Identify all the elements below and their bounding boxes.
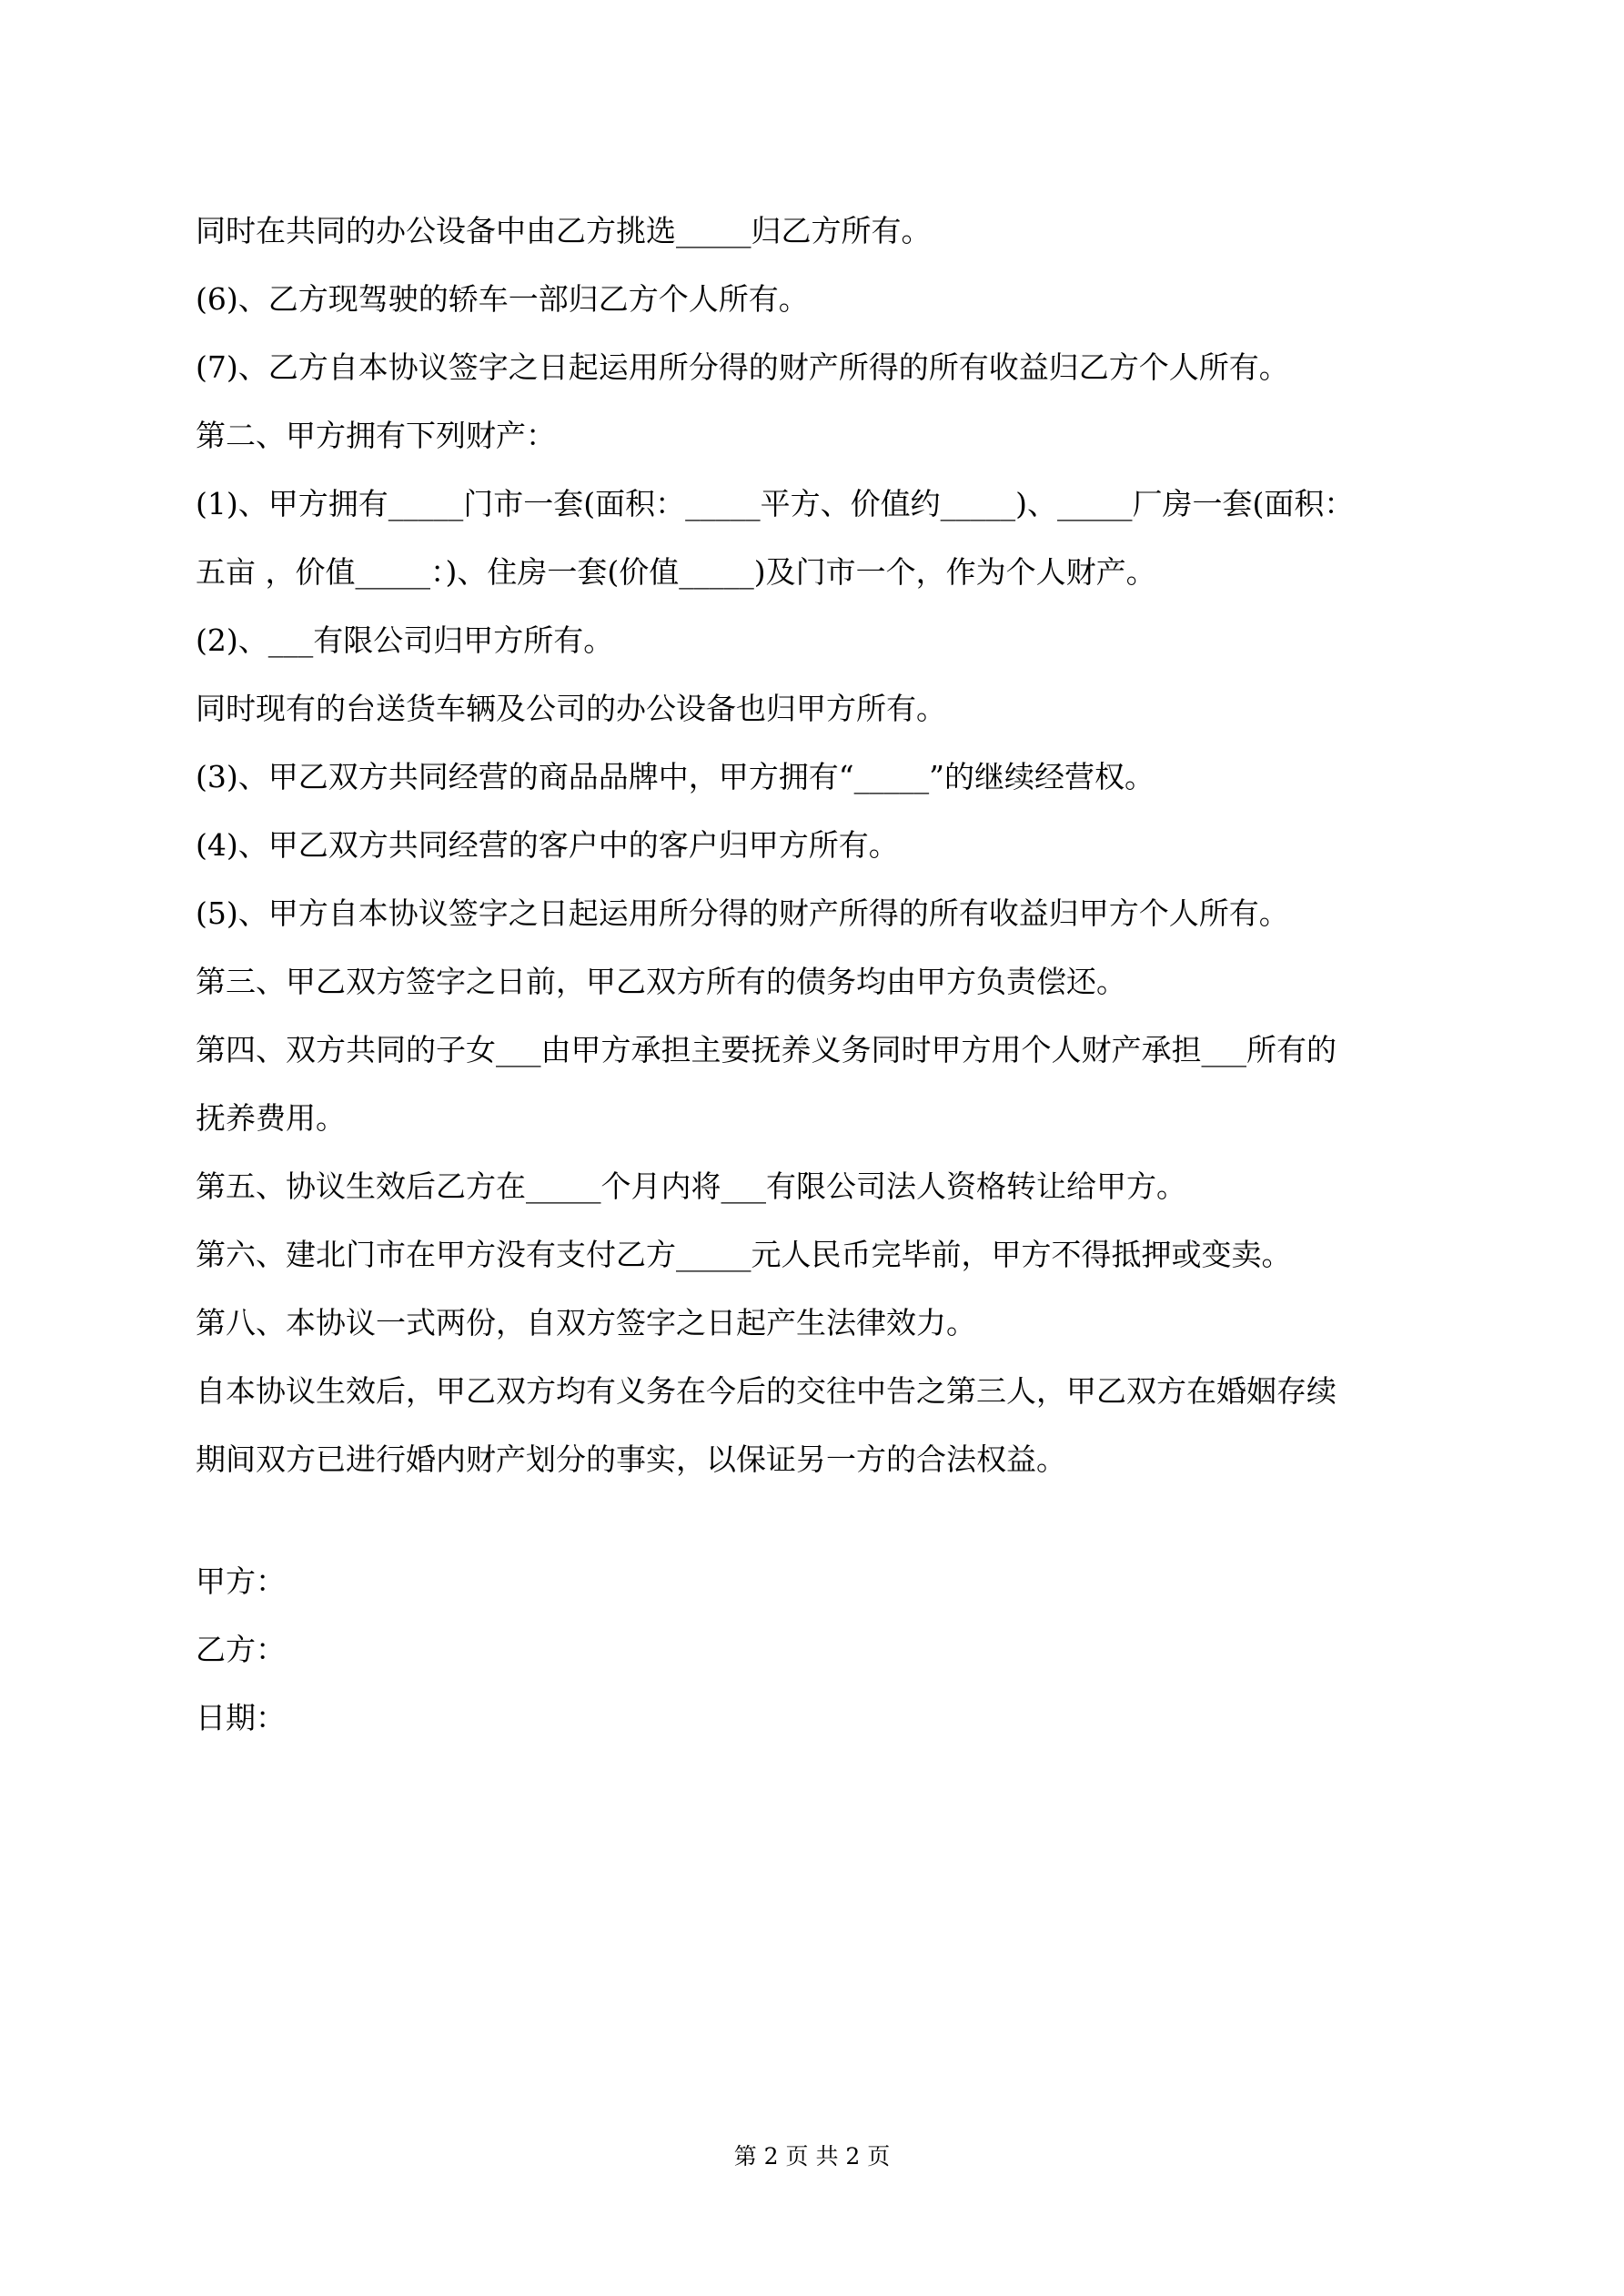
paragraph-line: (1)、甲方拥有_____门市一套(面积：_____平方、价值约_____)、_____厂房一套(面积： xyxy=(196,486,1355,521)
paragraph-line: 五亩 ，价值_____：)、住房一套(价值_____)及门市一个，作为个人财产。 xyxy=(196,554,1156,590)
page-number-footer: 第 2 页 共 2 页 xyxy=(733,2143,891,2170)
paragraph-line: (7)、乙方自本协议签字之日起运用所分得的财产所得的所有收益归乙方个人所有。 xyxy=(196,349,1289,385)
section-heading: 第二、甲方拥有下列财产： xyxy=(196,418,556,453)
paragraph-line: 期间双方已进行婚内财产划分的事实，以保证另一方的合法权益。 xyxy=(196,1441,1066,1477)
paragraph-line: (3)、甲乙双方共同经营的商品品牌中，甲方拥有“_____”的继续经营权。 xyxy=(196,759,1155,794)
date-label: 日期： xyxy=(196,1700,286,1735)
paragraph-line: 同时现有的台送货车辆及公司的办公设备也归甲方所有。 xyxy=(196,691,946,726)
party-b-signature-label: 乙方： xyxy=(196,1632,286,1667)
paragraph-line: (2)、___有限公司归甲方所有。 xyxy=(196,622,614,658)
paragraph-line: 抚养费用。 xyxy=(196,1100,346,1136)
paragraph-line: 自本协议生效后，甲乙双方均有义务在今后的交往中告之第三人，甲乙双方在婚姻存续 xyxy=(196,1373,1337,1409)
paragraph-line: 同时在共同的办公设备中由乙方挑选_____归乙方所有。 xyxy=(196,213,932,248)
paragraph-line: (5)、甲方自本协议签字之日起运用所分得的财产所得的所有收益归甲方个人所有。 xyxy=(196,895,1289,931)
paragraph-line: (4)、甲乙双方共同经营的客户中的客户归甲方所有。 xyxy=(196,827,899,863)
section-heading: 第三、甲乙双方签字之日前，甲乙双方所有的债务均由甲方负责偿还。 xyxy=(196,964,1126,999)
section-heading: 第八、本协议一式两份，自双方签字之日起产生法律效力。 xyxy=(196,1305,976,1340)
agreement-body xyxy=(196,197,1442,1493)
section-heading: 第五、协议生效后乙方在_____个月内将___有限公司法人资格转让给甲方。 xyxy=(196,1168,1186,1204)
signature-block xyxy=(196,1547,923,1752)
party-a-signature-label: 甲方： xyxy=(196,1563,286,1599)
paragraph-line: 第四、双方共同的子女___由甲方承担主要抚养义务同时甲方用个人财产承担___所有的 xyxy=(196,1032,1337,1067)
section-heading: 第六、建北门市在甲方没有支付乙方_____元人民币完毕前，甲方不得抵押或变卖。 xyxy=(196,1237,1292,1272)
paragraph-line: (6)、乙方现驾驶的轿车一部归乙方个人所有。 xyxy=(196,281,809,317)
